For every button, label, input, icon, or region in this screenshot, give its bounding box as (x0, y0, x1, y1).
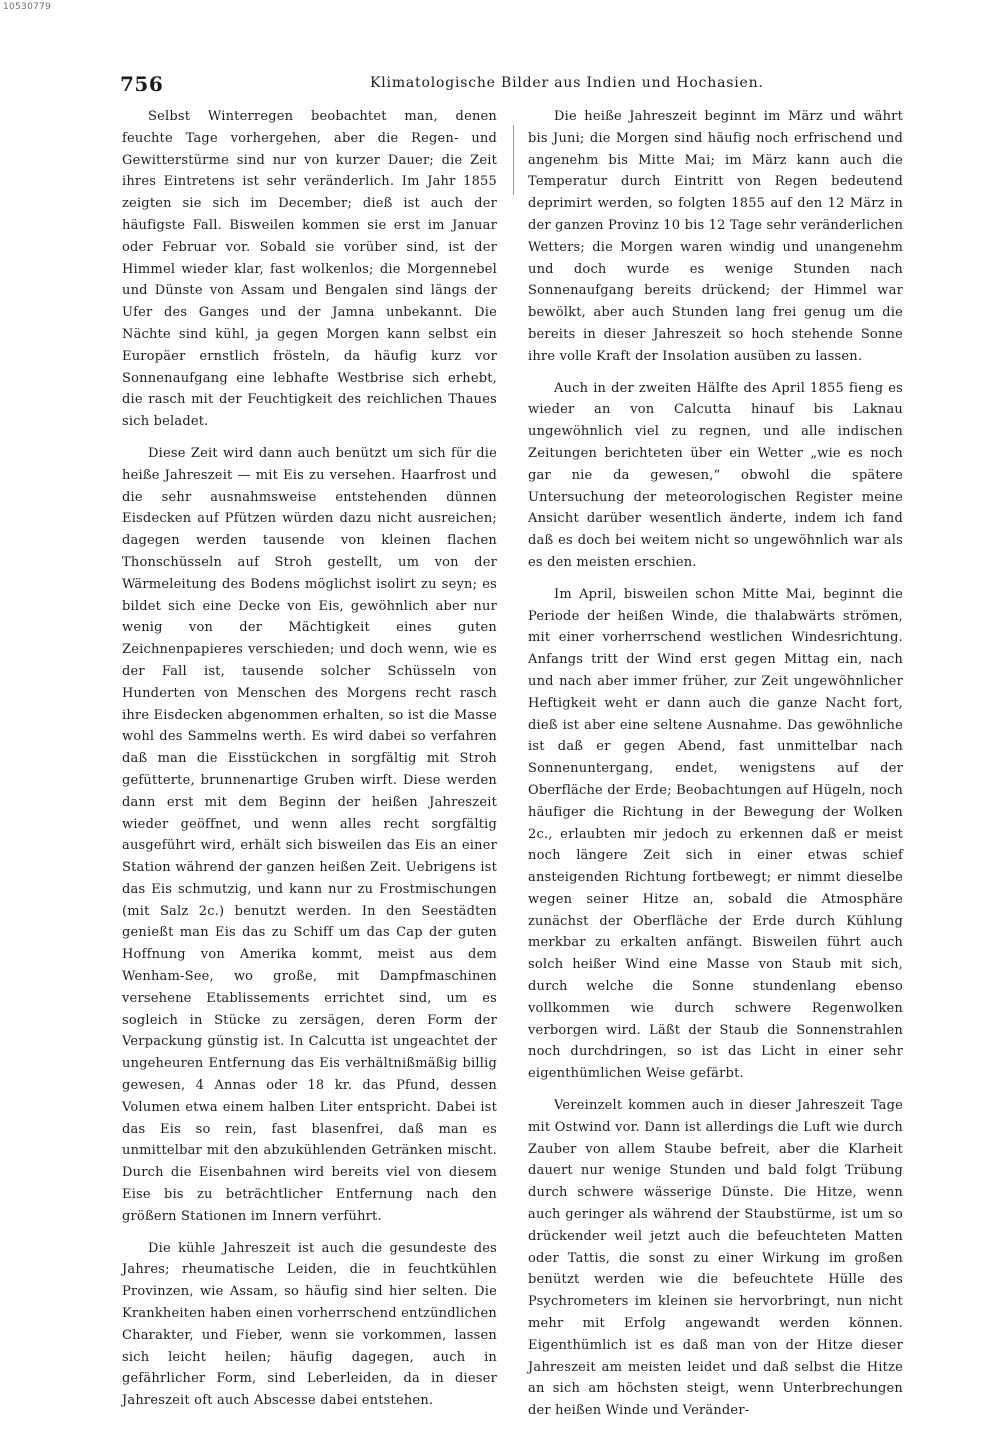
catalog-id: 10530779 (3, 2, 52, 12)
column-divider (513, 125, 514, 195)
right-column (528, 106, 903, 1432)
paragraph-april-rain: Auch in der zweiten Hälfte des April 1855 fieng es wieder an von Calcutta hinauf bis Laknau ungewöhnlich viel zu regnen, und alle indischen Zeitungen berichteten über ein Wetter „wie es noch gar nie da gewesen,“ obwohl die spätere Untersuchung der meteorologischen Register meine Ansicht darüber wesentlich änderte, indem ich fand daß es doch bei weitem nicht so ungewöhnlich war als es den meisten erschien. (528, 380, 903, 570)
left-column (122, 106, 497, 1422)
paragraph-winter-rain: Selbst Winterregen beobachtet man, denen feuchte Tage vorhergehen, aber die Regen- und Gewitterstürme sind nur von kurzer Dauer; die Zeit ihres Eintretens ist sehr veränderlich. Im Jahr 1855 zeigten sie sich im December; dieß ist auch der häufigste Fall. Bisweilen kommen sie erst im Januar oder Februar vor. Sobald sie vorüber sind, ist der Himmel wieder klar, fast wolkenlos; die Morgennebel und Dünste von Assam und Bengalen sind längs der Ufer des Ganges und der Jamna unbekannt. Die Nächte sind kühl, ja gegen Morgen kann selbst ein Europäer ernstlich frösteln, da häufig kurz vor Sonnenaufgang eine lebhafte Westbrise sich erhebt, die rasch mit der Feuchtigkeit des reichlichen Thaues sich beladet. (122, 109, 497, 430)
page-number: 756 (120, 72, 164, 96)
paragraph-hot-season: Die heiße Jahreszeit beginnt im März und währt bis Juni; die Morgen sind häufig noch erfrischend und angenehm bis Mitte Mai; im März kann auch die Temperatur durch Eintritt von Regen bedeutend deprimirt werden, so folgten 1855 auf den 12 März in der ganzen Provinz 10 bis 12 Tage sehr veränderlichen Wetters; die Morgen waren windig und unangenehm und doch wurde es wenige Stunden nach Sonnenaufgang bereits drückend; der Himmel war bewölkt, aber auch Stunden lang frei genug um die bereits in dieser Jahreszeit so hoch stehende Sonne ihre volle Kraft der Insolation ausüben zu lassen. (528, 109, 904, 364)
paragraph-cool-season-health: Die kühle Jahreszeit ist auch die gesundeste des Jahres; rheumatische Leiden, die in feuchtkühlen Provinzen, wie Assam, so häufig sind hier selten. Die Krankheiten haben einen vorherrschend entzündlichen Charakter, und Fieber, wenn sie vorkommen, lassen sich leicht heilen; häufig dagegen, auch in gefährlicher Form, sind Leberleiden, da in dieser Jahreszeit oft auch Abscesse dabei entstehen. (122, 1240, 497, 1409)
paragraph-hot-winds: Im April, bisweilen schon Mitte Mai, beginnt die Periode der heißen Winde, die thalabwärts strömen, mit einer vorherrschend westlichen Windesrichtung. Anfangs tritt der Wind erst gegen Mittag ein, nach und nach aber immer früher, zur Zeit ungewöhnlicher Heftigkeit weht er dann auch die ganze Nacht fort, dieß ist aber eine seltene Ausnahme. Das gewöhnliche ist daß er gegen Abend, fast unmittelbar nach Sonnenuntergang, endet, wenigstens auf der Oberfläche der Erde; Beobachtungen auf Hügeln, noch häufiger die Richtung in der Bewegung der Wolken 2c., erlaubten mir jedoch zu erkennen daß er meist noch längere Zeit sich in einer etwas schief ansteigenden Richtung fortbewegt; er nimmt dieselbe wegen seiner Hitze an, sobald die Atmosphäre zunächst der Oberfläche der Erde durch Kühlung merkbar zu erkalten anfängt. Bisweilen führt auch solch heißer Wind eine Masse von Staub mit sich, durch welche die Sonne stundenlang ebenso vollkommen wie durch schwere Regenwolken verborgen wird. Läßt der Staub die Sonnenstrahlen noch durchdringen, so ist das Licht in einer sehr eigenthümlichen Weise gefärbt. (528, 586, 903, 1082)
paragraph-ice-collection: Diese Zeit wird dann auch benützt um sich für die heiße Jahreszeit — mit Eis zu versehen. Haarfrost und die sehr ausnahmsweise entstehenden dünnen Eisdecken auf Pfützen würden dazu nicht ausreichen; dagegen werden tausende von kleinen flachen Thonschüsseln auf Stroh gestellt, um von der Wärmeleitung des Bodens möglichst isolirt zu seyn; es bildet sich eine Decke von Eis, gewöhnlich aber nur wenig von der Mächtigkeit eines guten Zeichnenpapieres verschieden; und doch wenn, wie es der Fall ist, tausende solcher Schüsseln von Hunderten von Menschen des Morgens recht rasch ihre Eisdecken abgenommen erhalten, so ist die Masse wohl des Sammelns werth. Es wird dabei so verfahren daß man die Eisstückchen in sorgfältig mit Stroh gefütterte, brunnenartige Gruben wirft. Diese werden dann erst mit dem Beginn der heißen Jahreszeit wieder geöffnet, und wenn alles recht sorgfältig ausgeführt wird, erhält sich bisweilen das Eis an einer Station während der ganzen heißen Zeit. Uebrigens ist das Eis schmutzig, und kann nur zu Frostmischungen (mit Salz 2c.) benutzt werden. In den Seestädten genießt man Eis das zu Schiff um das Cap der guten Hoffnung von Amerika kommt, meist aus dem Wenham-See, wo große, mit Dampfmaschinen versehene Etablissements errichtet sind, um es sogleich in Stücke zu zersägen, deren Form der Verpackung günstig ist. In Calcutta ist ungeachtet der ungeheuren Entfernung das Eis verhältnißmäßig billig gewesen, 4 Annas oder 18 kr. das Pfund, dessen Volumen etwa einem halben Liter entspricht. Dabei ist das Eis so rein, fast blasenfrei, daß man es unmittelbar mit den abzukühlenden Getränken mischt. Durch die Eisenbahnen wird bereits viel von diesem Eise bis zu beträchtlicher Entfernung nach den größern Stationen im Innern verführt. (122, 445, 497, 1224)
paragraph-east-wind: Vereinzelt kommen auch in dieser Jahreszeit Tage mit Ostwind vor. Dann ist allerdings die Luft wie durch Zauber von allem Staube befreit, aber die Klarheit dauert nur wenige Stunden und bald folgt Trübung durch schwere wässerige Dünste. Die Hitze, wenn auch geringer als während der Staubstürme, ist um so drückender weil jetzt auch die befeuchteten Matten oder Tattis, die sonst zu einer Wirkung im großen benützt werden wie die befeuchtete Hülle des Psychrometers im kleinen sie hervorbringt, nun nicht mehr mit Erfolg angewandt werden können. Eigenthümlich ist es daß man von der Hitze dieser Jahreszeit am meisten leidet und daß selbst die Hitze an sich am höchsten steigt, wenn Unterbrechungen der heißen Winde und Veränder- (528, 1098, 903, 1419)
running-title: Klimatologische Bilder aus Indien und Hochasien. (370, 75, 764, 91)
